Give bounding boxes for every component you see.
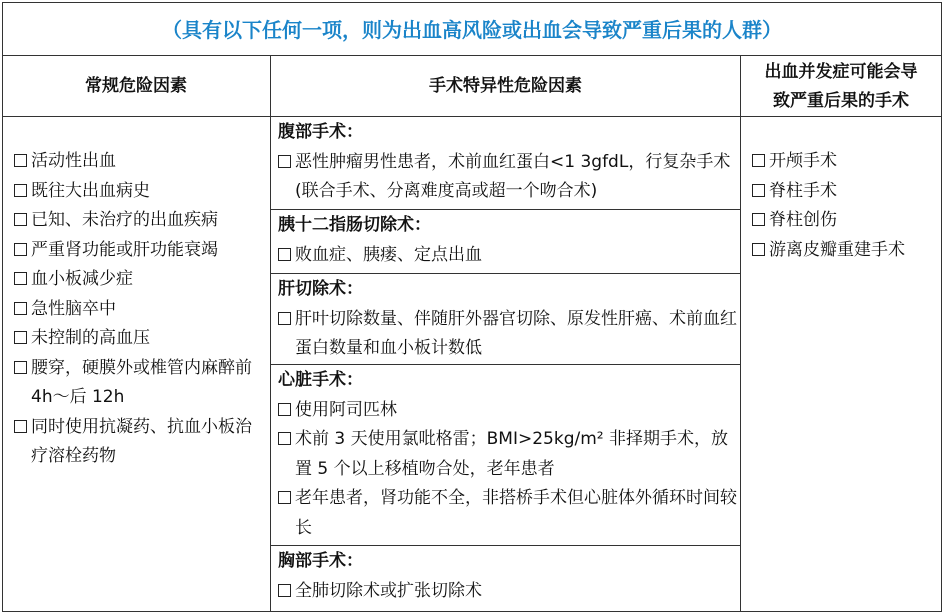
section-title: 肝切除术： — [278, 279, 363, 299]
list-item: 败血症、胰瘘、定点出血 — [278, 241, 740, 271]
section-abdominal — [270, 118, 740, 207]
section-title: 胸部手术： — [278, 551, 363, 571]
list-item: 肝叶切除数量、伴随肝外器官切除、原发性肝癌、术前血红蛋白数量和血小板计数低 — [278, 305, 740, 364]
checkbox-icon — [14, 213, 27, 226]
list-item: 腰穿，硬膜外或椎管内麻醉前 4h～后 12h — [14, 354, 262, 413]
general-risks-list — [14, 147, 262, 472]
section-cardiac — [270, 366, 740, 543]
checkbox-icon — [278, 432, 291, 445]
checkbox-icon — [14, 331, 27, 344]
section-pancreatoduodenectomy — [270, 211, 740, 270]
checkbox-icon — [14, 243, 27, 256]
list-item: 老年患者，肾功能不全，非搭桥手术但心脏体外循环时间较长 — [278, 484, 740, 543]
list-item: 既往大出血病史 — [14, 177, 262, 207]
section-thoracic — [270, 547, 740, 606]
section-divider — [270, 364, 740, 365]
checkbox-icon — [752, 154, 765, 167]
list-item: 活动性出血 — [14, 147, 262, 177]
list-item: 急性脑卒中 — [14, 295, 262, 325]
list-item: 血小板减少症 — [14, 265, 262, 295]
checkbox-icon — [278, 491, 291, 504]
list-item: 脊柱创伤 — [752, 206, 937, 236]
checkbox-icon — [752, 184, 765, 197]
checkbox-icon — [14, 361, 27, 374]
checkbox-icon — [278, 403, 291, 416]
checkbox-icon — [278, 155, 291, 168]
checkbox-icon — [752, 213, 765, 226]
header-serious-line1: 出血并发症可能会导 — [764, 61, 918, 82]
serious-surgeries-list — [752, 147, 937, 265]
section-divider — [270, 545, 740, 546]
list-item: 游离皮瓣重建手术 — [752, 236, 937, 266]
section-hepatectomy — [270, 275, 740, 364]
list-item: 已知、未治疗的出血疾病 — [14, 206, 262, 236]
list-item: 术前 3 天使用氯吡格雷；BMI>25kg/m² 非择期手术，放置 5 个以上移植吻合处，老年患者 — [278, 425, 740, 484]
list-item: 未控制的高血压 — [14, 324, 262, 354]
list-item: 恶性肿瘤男性患者，术前血红蛋白<1 3gfdL，行复杂手术(联合手术、分离难度高或超一个吻合术) — [278, 148, 740, 207]
list-item: 同时使用抗凝药、抗血小板治疗溶栓药物 — [14, 413, 262, 472]
checkbox-icon — [752, 243, 765, 256]
list-item: 全肺切除术或扩张切除术 — [278, 577, 740, 607]
section-divider — [270, 273, 740, 274]
checkbox-icon — [278, 584, 291, 597]
header-general-risks: 常规危险因素 — [85, 76, 187, 96]
checkbox-icon — [14, 154, 27, 167]
header-serious-line2: 致严重后果的手术 — [773, 90, 909, 111]
checkbox-icon — [14, 420, 27, 433]
section-title: 胰十二指肠切除术： — [278, 215, 431, 235]
section-title: 心脏手术： — [278, 370, 363, 390]
checkbox-icon — [14, 272, 27, 285]
list-item: 严重肾功能或肝功能衰竭 — [14, 236, 262, 266]
header-surgery-risks: 手术特异性危险因素 — [429, 76, 582, 96]
section-title: 腹部手术： — [278, 122, 363, 142]
header-serious-surgeries — [741, 56, 941, 117]
checkbox-icon — [14, 302, 27, 315]
checkbox-icon — [278, 248, 291, 261]
column-divider — [740, 56, 741, 612]
list-item: 开颅手术 — [752, 147, 937, 177]
section-divider — [270, 209, 740, 210]
list-item: 脊柱手术 — [752, 177, 937, 207]
checkbox-icon — [278, 312, 291, 325]
table-title: （具有以下任何一项，则为出血高风险或出血会导致严重后果的人群） — [2, 2, 942, 56]
checkbox-icon — [14, 184, 27, 197]
list-item: 使用阿司匹林 — [278, 396, 740, 426]
